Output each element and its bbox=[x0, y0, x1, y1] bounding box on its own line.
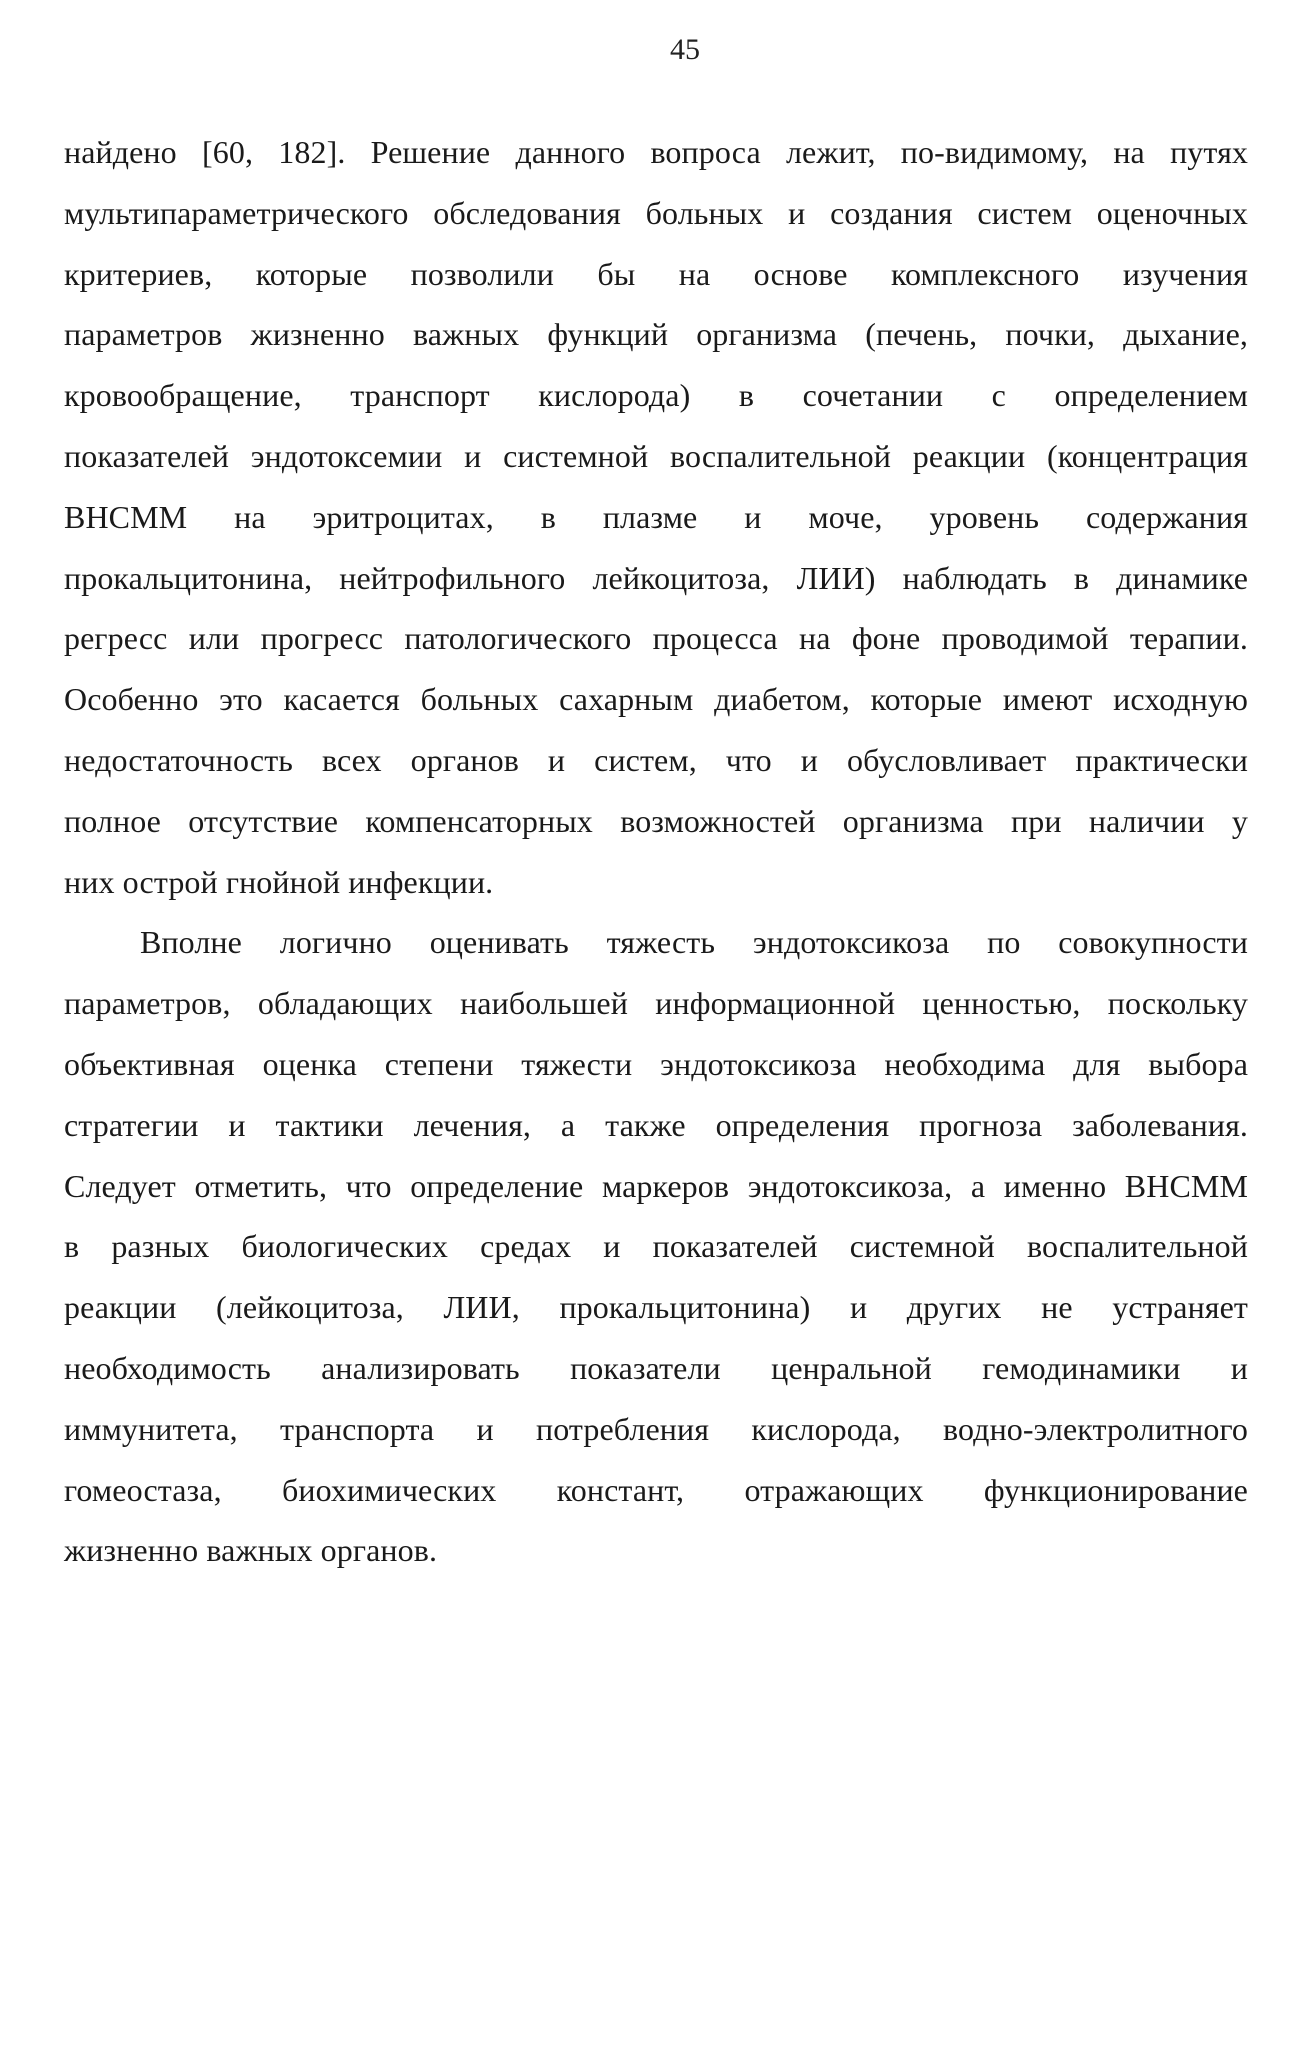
text-line: в разных биологических средах и показателей системной воспалительной bbox=[64, 1228, 1248, 1265]
document-body bbox=[64, 122, 1248, 1581]
text-line: объективная оценка степени тяжести эндотоксикоза необходима для выбора bbox=[64, 1045, 1248, 1082]
text-line: кровообращение, транспорт кислорода) в сочетании с определением bbox=[64, 377, 1248, 414]
paragraph-2 bbox=[64, 912, 1248, 1581]
paragraph-1 bbox=[64, 122, 1248, 912]
text-line: ВНСММ на эритроцитах, в плазме и моче, уровень содержания bbox=[64, 498, 1248, 535]
text-line: найдено [60, 182]. Решение данного вопроса лежит, по-видимому, на путях bbox=[64, 134, 1248, 170]
text-line: них острой гнойной инфекции. bbox=[64, 863, 494, 900]
text-line: прокальцитонина, нейтрофильного лейкоцитоза, ЛИИ) наблюдать в динамике bbox=[64, 559, 1248, 596]
text-line: полное отсутствие компенсаторных возможностей организма при наличии у bbox=[64, 802, 1248, 839]
text-line: мультипараметрического обследования больных и создания систем оценочных bbox=[64, 194, 1248, 231]
text-line: Следует отметить, что определение маркеров эндотоксикоза, а именно ВНСММ bbox=[64, 1167, 1248, 1204]
text-line: недостаточность всех органов и систем, что и обусловливает практически bbox=[64, 741, 1248, 778]
text-line: жизненно важных органов. bbox=[64, 1532, 438, 1569]
text-line: параметров жизненно важных функций организма (печень, почки, дыхание, bbox=[64, 316, 1248, 353]
page-number: 45 bbox=[670, 33, 700, 66]
text-line: критериев, которые позволили бы на основе комплексного изучения bbox=[64, 255, 1248, 292]
text-line: иммунитета, транспорта и потребления кислорода, водно-электролитного bbox=[64, 1410, 1248, 1447]
text-line: Вполне логично оценивать тяжесть эндотоксикоза по совокупности bbox=[140, 924, 1248, 961]
text-line: показателей эндотоксемии и системной воспалительной реакции (концентрация bbox=[64, 437, 1248, 474]
text-line: Особенно это касается больных сахарным диабетом, которые имеют исходную bbox=[64, 681, 1248, 718]
text-line: параметров, обладающих наибольшей информационной ценностью, поскольку bbox=[64, 985, 1248, 1022]
text-line: регресс или прогресс патологического процесса на фоне проводимой терапии. bbox=[64, 620, 1248, 657]
text-line: стратегии и тактики лечения, а также определения прогноза заболевания. bbox=[64, 1106, 1248, 1143]
text-line: реакции (лейкоцитоза, ЛИИ, прокальцитонина) и других не устраняет bbox=[64, 1289, 1248, 1326]
text-line: гомеостаза, биохимических констант, отражающих функционирование bbox=[64, 1471, 1248, 1508]
text-line: необходимость анализировать показатели ценральной гемодинамики и bbox=[64, 1349, 1248, 1386]
